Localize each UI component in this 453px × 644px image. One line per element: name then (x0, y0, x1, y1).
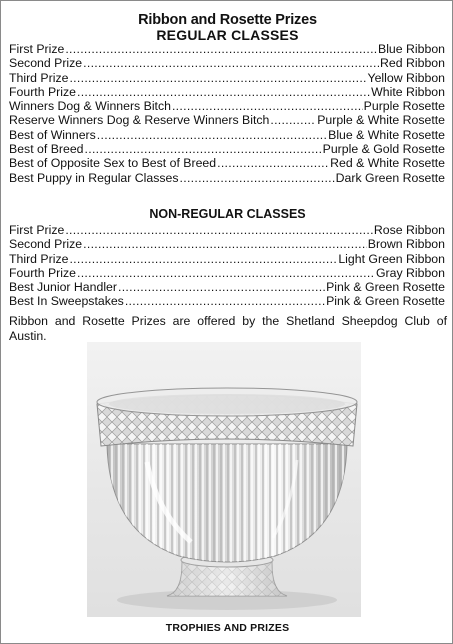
prize-value: Pink & Green Rosette (326, 280, 445, 295)
prize-value: Purple & Gold Rosette (322, 142, 445, 157)
prize-value: Red & White Rosette (330, 156, 445, 171)
prize-label: Best of Opposite Sex to Best of Breed (9, 156, 217, 171)
prize-row (9, 266, 445, 280)
prize-label: Third Prize (9, 251, 69, 266)
prize-value: Rose Ribbon (373, 223, 445, 237)
prize-value: Light Green Ribbon (338, 251, 445, 266)
nonregular-classes-heading: NON-REGULAR CLASSES (149, 207, 306, 221)
dot-leader (97, 128, 327, 142)
prize-value: Dark Green Rosette (335, 170, 445, 185)
prize-value: Purple & White Rosette (317, 113, 445, 128)
prize-label: First Prize (9, 223, 65, 237)
crystal-bowl-icon (87, 342, 361, 617)
dot-leader (217, 156, 329, 170)
dot-leader (77, 266, 375, 280)
prize-row (9, 142, 445, 156)
prize-row (9, 99, 445, 113)
dot-leader (83, 56, 379, 70)
prize-value: Yellow Ribbon (367, 70, 445, 85)
prize-row (9, 156, 445, 170)
dot-leader (125, 294, 325, 308)
prize-value: Pink & Green Rosette (326, 294, 445, 309)
prize-row (9, 171, 445, 185)
regular-prize-list (9, 42, 445, 185)
prize-label: Fourth Prize (9, 84, 76, 99)
prize-value: White Ribbon (371, 84, 445, 99)
prize-row (9, 113, 445, 127)
prize-row (9, 280, 445, 294)
dot-leader (65, 42, 377, 56)
crystal-bowl-photo (87, 342, 361, 617)
dot-leader (65, 223, 373, 237)
prize-label: First Prize (9, 42, 65, 56)
prize-label: Second Prize (9, 56, 83, 71)
prize-label: Best of Winners (9, 127, 96, 142)
dot-leader (83, 237, 367, 251)
prize-row (9, 71, 445, 85)
dot-leader (69, 71, 366, 85)
prize-row (9, 237, 445, 251)
dot-leader (118, 280, 325, 294)
prize-value: Blue & White Rosette (328, 127, 445, 142)
prize-label: Best of Breed (9, 142, 84, 157)
prize-value: Gray Ribbon (375, 265, 445, 280)
prize-row (9, 128, 445, 142)
dot-leader (270, 113, 316, 127)
dot-leader (85, 142, 322, 156)
prize-row (9, 294, 445, 308)
prize-label: Best Puppy in Regular Classes (9, 170, 179, 185)
page-title: Ribbon and Rosette Prizes (138, 12, 317, 28)
prize-label: Third Prize (9, 70, 69, 85)
prize-value: Brown Ribbon (367, 237, 445, 252)
prize-label: Reserve Winners Dog & Reserve Winners Bitch (9, 113, 270, 128)
prize-label: Winners Dog & Winners Bitch (9, 99, 171, 114)
regular-classes-heading: REGULAR CLASSES (156, 27, 299, 43)
sponsor-note: Ribbon and Rosette Prizes are offered by the Shetland Sheepdog Club of Austin. (9, 314, 447, 343)
prize-label: Best Junior Handler (9, 280, 117, 295)
dot-leader (180, 171, 335, 185)
prize-row (9, 252, 445, 266)
nonregular-prize-list (9, 223, 445, 309)
prize-value: Blue Ribbon (378, 42, 445, 56)
prize-label: Second Prize (9, 237, 83, 252)
dot-leader (172, 99, 363, 113)
photo-caption: TROPHIES AND PRIZES (165, 622, 290, 634)
dot-leader (69, 252, 337, 266)
prize-label: Best In Sweepstakes (9, 294, 124, 309)
prize-row (9, 85, 445, 99)
prize-value: Red Ribbon (380, 56, 445, 71)
prize-row (9, 56, 445, 70)
prize-value: Purple Rosette (363, 99, 445, 114)
prize-row (9, 223, 445, 237)
prize-row (9, 42, 445, 56)
dot-leader (77, 85, 370, 99)
prize-label: Fourth Prize (9, 265, 76, 280)
